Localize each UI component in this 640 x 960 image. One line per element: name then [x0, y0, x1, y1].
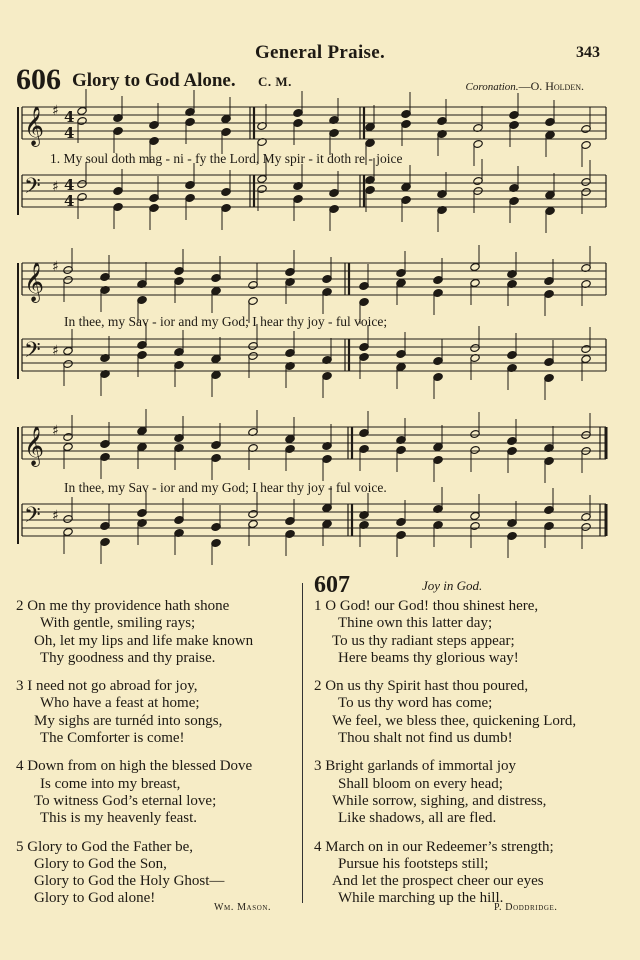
stanza-line: And let the prospect cheer our eyes [332, 873, 544, 890]
stanza-line: To witness God’s eternal love; [34, 792, 217, 809]
treble-clef-icon: 𝄞 [24, 426, 45, 466]
lyric-line-3: In thee, my Sav - ior and my God; I hear thy joy - ful voice. [64, 480, 387, 495]
stanza-line: While sorrow, sighing, and distress, [332, 792, 547, 809]
stanza-3 [16, 678, 253, 747]
stanza-line: Who have a feast at home; [40, 695, 200, 712]
stanza-line: To us thy radiant steps appear; [332, 632, 515, 649]
hymn-607-number: 607 [314, 572, 350, 598]
stanza-line: 5 Glory to God the Father be, [16, 838, 194, 855]
stanza-4 [314, 839, 576, 908]
stanza-line: Like shadows, all are fled. [338, 810, 497, 827]
stanza-5 [16, 839, 253, 908]
stanza-line: 1 O God! our God! thou shinest here, [314, 598, 539, 614]
page-number: 343 [576, 44, 600, 61]
bass-clef-icon: 𝄢 [24, 174, 41, 204]
sharp-icon: ♯ [52, 423, 59, 439]
time-signature: 4 [64, 192, 75, 210]
hymn-607-stanzas [314, 598, 576, 919]
sharp-icon: ♯ [52, 103, 59, 119]
stanza-line: Shall bloom on every head; [338, 775, 503, 792]
sharp-icon: ♯ [52, 508, 59, 524]
stanza-line: 3 Bright garlands of immortal joy [314, 758, 517, 775]
stanza-line: Thine own this latter day; [338, 615, 493, 632]
stanza-line: 2 On me thy providence hath shone [16, 598, 230, 614]
stanza-2 [314, 678, 576, 747]
sharp-icon: ♯ [52, 343, 59, 359]
stanza-line: Glory to God the Holy Ghost— [34, 873, 225, 890]
stanza-line: Thy goodness and thy praise. [40, 649, 216, 666]
stanza-line: Here beams thy glorious way! [338, 649, 519, 666]
stanza-line: Glory to God the Son, [34, 855, 167, 872]
lyric-line-1: 1. My soul doth mag - ni - fy the Lord, My spir - it doth re - joice [50, 151, 403, 166]
stanza-line: My sighs are turnéd into songs, [34, 712, 223, 729]
stanza-line: Oh, let my lips and life make known [34, 632, 254, 649]
stanza-line: 2 On us thy Spirit hast thou poured, [314, 678, 529, 695]
stanza-4 [16, 758, 253, 827]
hymn-606-author: Wm. Mason. [214, 902, 272, 913]
stanza-3 [314, 758, 576, 827]
stanza-line: Is come into my breast, [40, 775, 181, 792]
composer: —O. Holden. [518, 79, 584, 93]
stanza-line: Pursue his footsteps still; [338, 855, 489, 872]
stanza-line: This is my heavenly feast. [40, 810, 198, 827]
stanza-line: 4 Down from on high the blessed Dove [16, 758, 253, 775]
hymn-607-author: P. Doddridge. [494, 902, 558, 913]
treble-clef-icon: 𝄞 [24, 106, 45, 146]
stanza-line: Thou shalt not find us dumb! [338, 730, 513, 747]
stanza-line: While marching up the hill. [338, 890, 504, 907]
hymn-606-number: 606 [16, 63, 61, 96]
stanza-line: We feel, we bless thee, quickening Lord, [332, 712, 577, 729]
stanza-line: With gentle, smiling rays; [40, 615, 196, 632]
stanza-line: 3 I need not go abroad for joy, [16, 678, 198, 695]
hymn-606-stanzas [16, 598, 253, 919]
treble-clef-icon: 𝄞 [24, 262, 45, 302]
sharp-icon: ♯ [52, 259, 59, 275]
hymn-606-meter: C. M. [258, 74, 292, 89]
sharp-icon: ♯ [52, 179, 59, 195]
stanza-2 [16, 598, 253, 667]
tune-name: Coronation. [465, 81, 519, 93]
hymn-606-title: Glory to God Alone. [72, 70, 236, 91]
stanza-line: To us thy word has come; [338, 695, 493, 712]
running-head: General Praise. [254, 42, 386, 63]
hymn-607-title: Joy in God. [422, 578, 483, 593]
bass-clef-icon: 𝄢 [24, 503, 41, 533]
time-signature: 4 [64, 108, 75, 126]
lyric-line-2: In thee, my Sav - ior and my God; I hear thy joy - ful voice; [64, 314, 388, 329]
bass-clef-icon: 𝄢 [24, 338, 41, 368]
time-signature: 4 [64, 124, 75, 142]
time-signature: 4 [64, 176, 75, 194]
stanza-line: The Comforter is come! [40, 730, 185, 747]
stanza-line: 4 March on in our Redeemer’s strength; [314, 838, 554, 855]
column-divider [302, 583, 303, 903]
stanza-1 [314, 598, 576, 667]
stanza-line: Glory to God alone! [34, 890, 156, 907]
